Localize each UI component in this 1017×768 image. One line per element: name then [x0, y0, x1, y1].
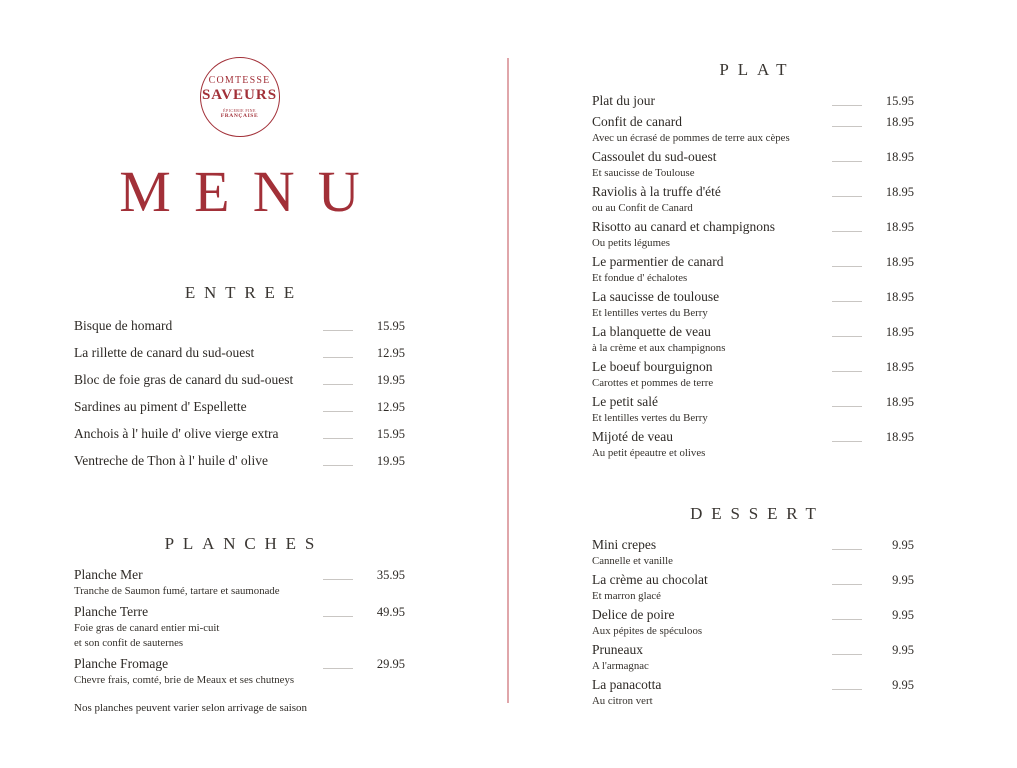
item-name: Planche Mer — [74, 566, 143, 582]
item-price: 15.95 — [376, 318, 405, 333]
item-price: 18.95 — [885, 360, 914, 374]
item-name: Le boeuf bourguignon — [592, 359, 713, 374]
price-rule — [832, 406, 862, 407]
item-price: 9.95 — [892, 608, 914, 622]
item-name: Bisque de homard — [74, 317, 173, 333]
item-price: 12.95 — [376, 399, 405, 414]
menu-item — [74, 566, 405, 599]
price-rule — [832, 371, 862, 372]
item-name: Le parmentier de canard — [592, 254, 724, 269]
item-name: Risotto au canard et champignons — [592, 219, 775, 234]
branch-divider-icon — [74, 229, 407, 273]
item-description: ou au Confit de Canard — [592, 202, 693, 214]
menu-item — [74, 398, 405, 416]
price-rule — [832, 549, 862, 550]
item-description: Foie gras de canard entier mi-cuit et son confit de sauternes — [74, 621, 220, 649]
plat-items — [592, 92, 914, 460]
item-price: 18.95 — [885, 325, 914, 339]
price-rule — [832, 161, 862, 162]
item-description: Et fondue d' échalotes — [592, 272, 688, 284]
logo-subtitle-2: FRANÇAISE — [220, 113, 259, 119]
menu-item — [592, 676, 914, 708]
price-rule — [323, 579, 353, 580]
item-name: La rillette de canard du sud-ouest — [74, 344, 255, 360]
item-name: Pruneaux — [592, 642, 643, 657]
item-price: 18.95 — [885, 290, 914, 304]
branch-divider-icon — [74, 494, 407, 538]
item-price: 49.95 — [376, 604, 405, 619]
menu-item — [74, 603, 405, 651]
menu-item — [592, 183, 914, 215]
item-name: Planche Fromage — [74, 655, 169, 671]
menu-item — [592, 358, 914, 390]
menu-item — [592, 571, 914, 603]
item-description: Carottes et pommes de terre — [592, 377, 714, 389]
menu-item — [74, 344, 405, 362]
item-name: Sardines au piment d' Espellette — [74, 398, 247, 414]
item-name: La crème au chocolat — [592, 572, 708, 587]
item-name: Confit de canard — [592, 114, 682, 129]
item-description: Au petit épeautre et olives — [592, 447, 706, 459]
price-rule — [832, 301, 862, 302]
menu-item — [74, 371, 405, 389]
item-price: 15.95 — [376, 426, 405, 441]
item-name: Delice de poire — [592, 607, 675, 622]
logo-name-top: COMTESSE — [208, 75, 271, 86]
item-description: Et marron glacé — [592, 590, 661, 602]
item-price: 18.95 — [885, 150, 914, 164]
item-price: 12.95 — [376, 345, 405, 360]
section-heading-entree: ENTREE — [184, 282, 304, 302]
item-description: Au citron vert — [592, 695, 653, 707]
item-price: 35.95 — [376, 567, 405, 582]
item-name: La blanquette de veau — [592, 324, 711, 339]
item-name: Cassoulet du sud-ouest — [592, 149, 717, 164]
item-price: 18.95 — [885, 185, 914, 199]
planches-note: Nos planches peuvent varier selon arrivage de saison — [74, 701, 308, 714]
item-description: A l'armagnac — [592, 660, 649, 672]
price-rule — [323, 411, 353, 412]
logo-name-main: SAVEURS — [201, 87, 278, 103]
logo-subtitle: ÉPICERIE FINE — [223, 108, 256, 113]
price-rule — [832, 126, 862, 127]
item-description: à la crème et aux champignons — [592, 342, 726, 354]
item-description: Tranche de Saumon fumé, tartare et saumonade — [74, 584, 280, 597]
item-name: Anchois à l' huile d' olive vierge extra — [74, 425, 279, 441]
laurel-icon — [192, 134, 288, 160]
menu-item — [592, 536, 914, 568]
price-rule — [832, 336, 862, 337]
vertical-branch-icon — [480, 58, 536, 703]
menu-item — [74, 317, 405, 335]
item-name: Mijoté de veau — [592, 429, 673, 444]
item-price: 19.95 — [376, 453, 405, 468]
item-name: Le petit salé — [592, 394, 658, 409]
price-rule — [323, 384, 353, 385]
item-name: Raviolis à la truffe d'été — [592, 184, 721, 199]
price-rule — [323, 668, 353, 669]
menu-item — [592, 218, 914, 250]
planches-items — [74, 566, 405, 688]
item-name: Plat du jour — [592, 93, 655, 108]
price-rule — [832, 266, 862, 267]
logo-circle — [200, 57, 280, 137]
item-name: Bloc de foie gras de canard du sud-ouest — [74, 371, 294, 387]
item-name: Planche Terre — [74, 603, 149, 619]
item-price: 9.95 — [892, 643, 914, 657]
price-rule — [323, 616, 353, 617]
item-price: 19.95 — [376, 372, 405, 387]
item-description: Et lentilles vertes du Berry — [592, 412, 708, 424]
item-description: Et lentilles vertes du Berry — [592, 307, 708, 319]
right-column — [592, 0, 914, 711]
price-rule — [832, 196, 862, 197]
menu-item — [592, 288, 914, 320]
price-rule — [832, 619, 862, 620]
item-description: Aux pépites de spéculoos — [592, 625, 703, 637]
item-price: 9.95 — [892, 573, 914, 587]
section-heading-dessert: DESSERT — [690, 504, 825, 523]
branch-divider-icon — [592, 458, 918, 502]
price-rule — [832, 584, 862, 585]
restaurant-logo — [170, 57, 310, 160]
item-price: 18.95 — [885, 220, 914, 234]
menu-item — [592, 323, 914, 355]
item-price: 9.95 — [892, 678, 914, 692]
item-price: 18.95 — [885, 115, 914, 129]
item-description: Et saucisse de Toulouse — [592, 167, 695, 179]
price-rule — [323, 330, 353, 331]
item-name: La saucisse de toulouse — [592, 289, 720, 304]
item-description: Ou petits légumes — [592, 237, 670, 249]
price-rule — [323, 465, 353, 466]
item-price: 9.95 — [892, 538, 914, 552]
price-rule — [832, 441, 862, 442]
menu-item — [592, 253, 914, 285]
menu-item — [592, 92, 914, 110]
item-price: 15.95 — [885, 94, 914, 108]
price-rule — [832, 654, 862, 655]
item-price: 29.95 — [376, 656, 405, 671]
left-column — [74, 0, 405, 714]
page-title: MENU — [119, 159, 383, 224]
item-price: 18.95 — [885, 430, 914, 444]
menu-item — [592, 148, 914, 180]
menu-item — [74, 452, 405, 470]
entree-items — [74, 317, 405, 470]
menu-item — [592, 428, 914, 460]
menu-item — [74, 425, 405, 443]
menu-item — [74, 655, 405, 688]
item-description: Cannelle et vanille — [592, 555, 673, 567]
menu-item — [592, 393, 914, 425]
section-heading-plat: PLAT — [719, 60, 796, 79]
dessert-items — [592, 536, 914, 708]
item-description: Avec un écrasé de pommes de terre aux cèpes — [592, 132, 790, 144]
menu-item — [592, 113, 914, 145]
item-description: Chevre frais, comté, brie de Meaux et ses chutneys — [74, 673, 295, 686]
item-name: Mini crepes — [592, 537, 657, 552]
menu-item — [592, 606, 914, 638]
item-price: 18.95 — [885, 395, 914, 409]
price-rule — [323, 438, 353, 439]
item-price: 18.95 — [885, 255, 914, 269]
section-heading-planches: PLANCHES — [164, 533, 324, 553]
menu-item — [592, 641, 914, 673]
price-rule — [323, 357, 353, 358]
item-name: Ventreche de Thon à l' huile d' olive — [74, 452, 268, 468]
price-rule — [832, 105, 862, 106]
item-name: La panacotta — [592, 677, 662, 692]
price-rule — [832, 689, 862, 690]
price-rule — [832, 231, 862, 232]
